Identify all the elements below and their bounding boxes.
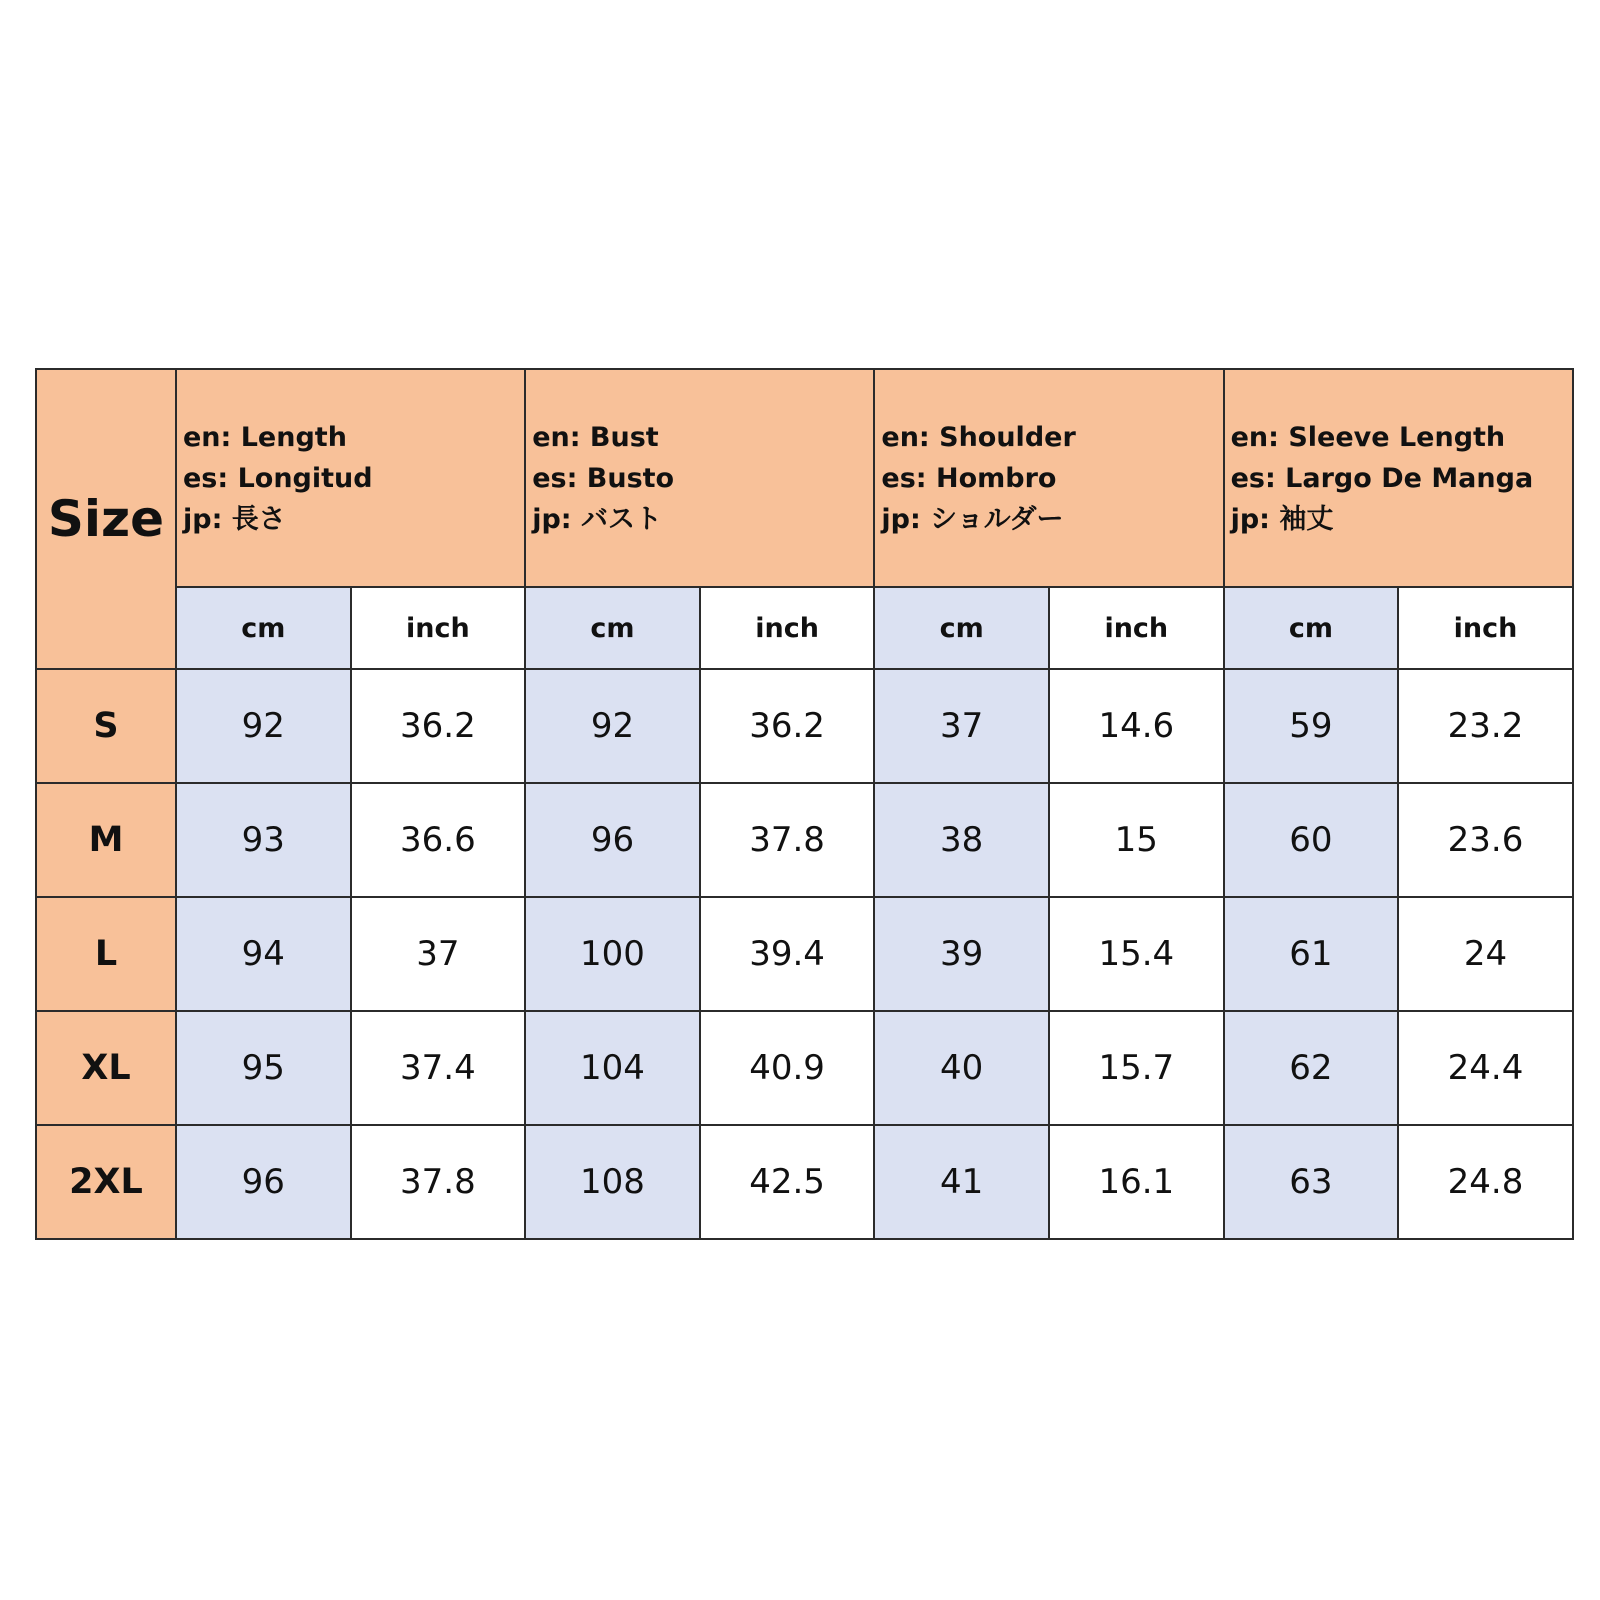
inch-value-cell: 37.4 (351, 1011, 526, 1125)
measure-header-shoulder (874, 369, 1223, 587)
measure-label-jp: jp: バスト (532, 503, 662, 535)
table-row (36, 783, 1573, 897)
inch-value-cell: 36.2 (700, 669, 875, 783)
inch-value-cell: 24.4 (1398, 1011, 1573, 1125)
cm-value-cell: 41 (874, 1125, 1049, 1239)
cm-value-cell: 62 (1224, 1011, 1399, 1125)
measure-label-es: es: Longitud (183, 462, 373, 494)
size-label-cell: L (36, 897, 176, 1011)
cm-value-cell: 38 (874, 783, 1049, 897)
inch-value-cell: 36.6 (351, 783, 526, 897)
cm-value-cell: 92 (176, 669, 351, 783)
cm-value-cell: 63 (1224, 1125, 1399, 1239)
measure-label-es: es: Largo De Manga (1230, 462, 1534, 494)
measure-label-en: en: Sleeve Length (1230, 421, 1506, 453)
size-label-cell: 2XL (36, 1125, 176, 1239)
table-row (36, 1125, 1573, 1239)
measure-label-jp: jp: 袖丈 (1230, 503, 1334, 535)
measure-header-sleeve-length (1224, 369, 1573, 587)
table-row (36, 1011, 1573, 1125)
inch-value-cell: 24.8 (1398, 1125, 1573, 1239)
unit-header-inch: inch (1049, 587, 1224, 669)
cm-value-cell: 92 (525, 669, 700, 783)
cm-value-cell: 60 (1224, 783, 1399, 897)
cm-value-cell: 95 (176, 1011, 351, 1125)
cm-value-cell: 100 (525, 897, 700, 1011)
size-chart-table (35, 368, 1574, 1240)
inch-value-cell: 24 (1398, 897, 1573, 1011)
cm-value-cell: 93 (176, 783, 351, 897)
measure-label-en: en: Length (183, 421, 347, 453)
cm-value-cell: 94 (176, 897, 351, 1011)
inch-value-cell: 39.4 (700, 897, 875, 1011)
unit-header-cm: cm (1224, 587, 1399, 669)
size-label-cell: M (36, 783, 176, 897)
measure-label-es: es: Busto (532, 462, 675, 494)
table-row (36, 897, 1573, 1011)
inch-value-cell: 36.2 (351, 669, 526, 783)
header-row (36, 369, 1573, 587)
measure-label-en: en: Bust (532, 421, 659, 453)
measure-label-es: es: Hombro (881, 462, 1057, 494)
inch-value-cell: 14.6 (1049, 669, 1224, 783)
cm-value-cell: 37 (874, 669, 1049, 783)
cm-value-cell: 59 (1224, 669, 1399, 783)
unit-header-inch: inch (700, 587, 875, 669)
inch-value-cell: 37.8 (351, 1125, 526, 1239)
cm-value-cell: 39 (874, 897, 1049, 1011)
cm-value-cell: 40 (874, 1011, 1049, 1125)
measure-header-bust (525, 369, 874, 587)
table-row (36, 669, 1573, 783)
size-header-cell: Size (36, 369, 176, 669)
unit-header-cm: cm (874, 587, 1049, 669)
measure-label-jp: jp: 長さ (183, 503, 286, 535)
inch-value-cell: 15.7 (1049, 1011, 1224, 1125)
cm-value-cell: 104 (525, 1011, 700, 1125)
measure-label-jp: jp: ショルダー (881, 503, 1064, 535)
unit-header-inch: inch (1398, 587, 1573, 669)
cm-value-cell: 108 (525, 1125, 700, 1239)
measure-label-en: en: Shoulder (881, 421, 1076, 453)
measure-header-length (176, 369, 525, 587)
cm-value-cell: 96 (525, 783, 700, 897)
unit-header-cm: cm (525, 587, 700, 669)
inch-value-cell: 23.6 (1398, 783, 1573, 897)
unit-row (36, 587, 1573, 669)
cm-value-cell: 96 (176, 1125, 351, 1239)
inch-value-cell: 40.9 (700, 1011, 875, 1125)
inch-value-cell: 37 (351, 897, 526, 1011)
cm-value-cell: 61 (1224, 897, 1399, 1011)
size-label-cell: S (36, 669, 176, 783)
inch-value-cell: 15.4 (1049, 897, 1224, 1011)
inch-value-cell: 16.1 (1049, 1125, 1224, 1239)
size-label-cell: XL (36, 1011, 176, 1125)
unit-header-inch: inch (351, 587, 526, 669)
inch-value-cell: 42.5 (700, 1125, 875, 1239)
inch-value-cell: 15 (1049, 783, 1224, 897)
inch-value-cell: 23.2 (1398, 669, 1573, 783)
unit-header-cm: cm (176, 587, 351, 669)
inch-value-cell: 37.8 (700, 783, 875, 897)
